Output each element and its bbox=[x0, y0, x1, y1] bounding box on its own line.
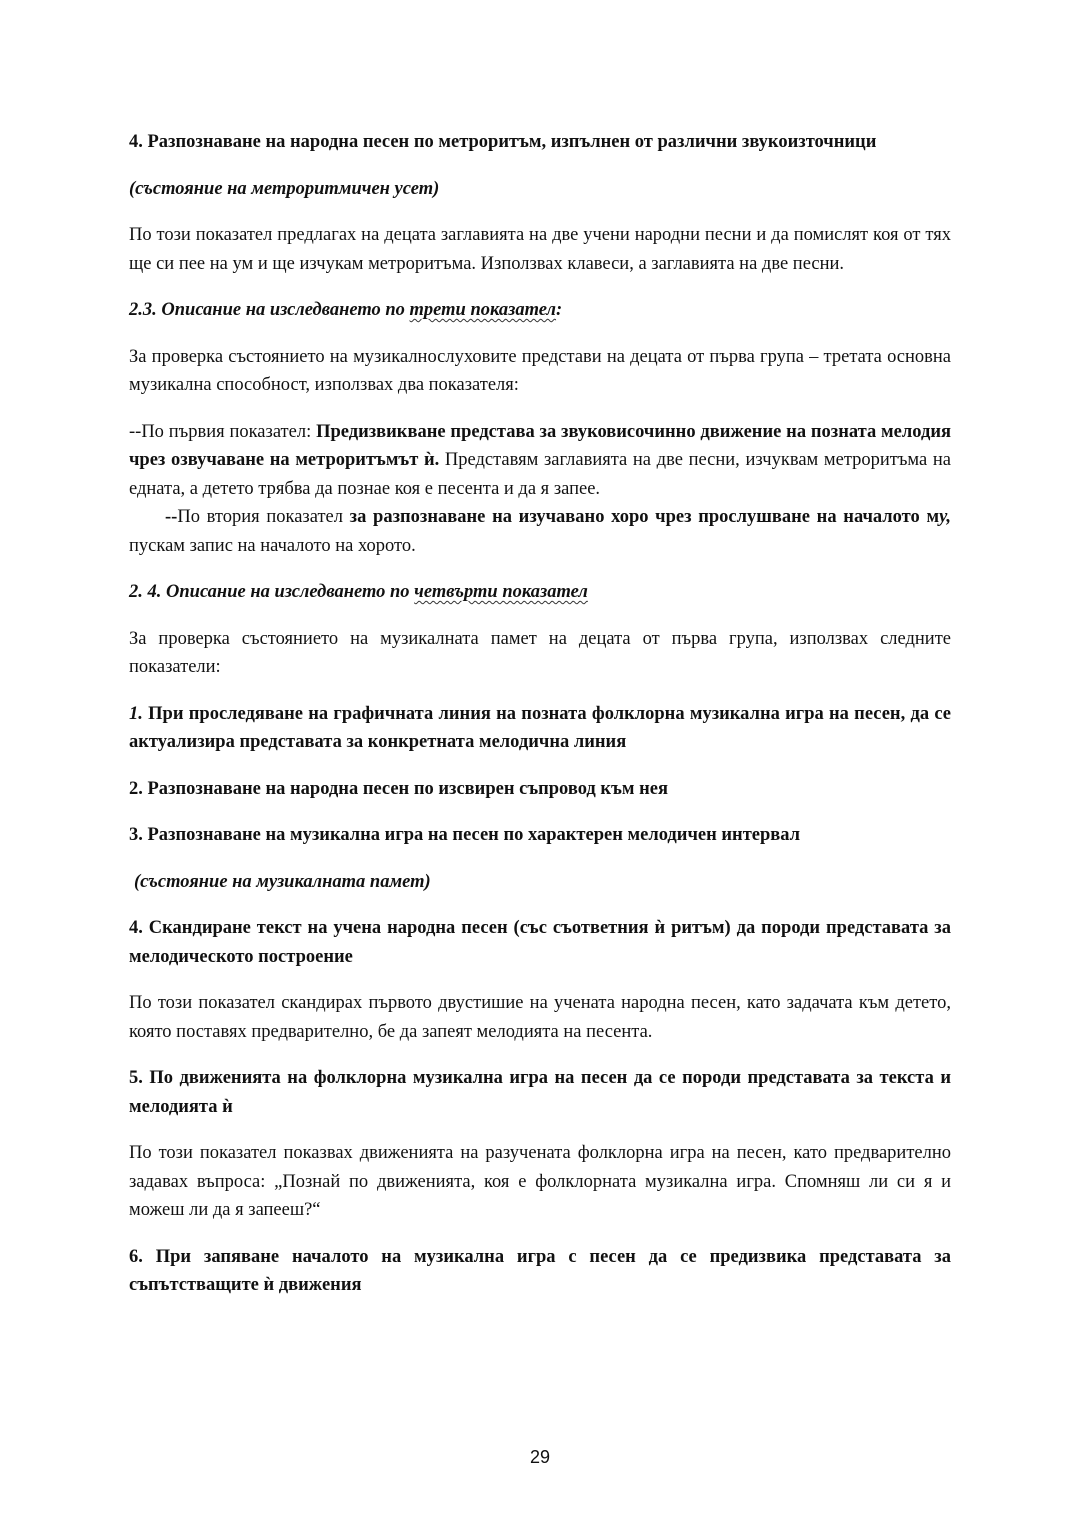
item-1: 1. При проследяване на графичната линия на позната фолклорна музикална игра на песен, да се актуализира представата за конкретната мелодична линия bbox=[129, 703, 951, 752]
item-6: 6. При запяване началото на музикална игра с песен да се предизвика представата за съпътстващите ѝ движения bbox=[129, 1246, 951, 1295]
heading-indicator-4: 4. Разпознаване на народна песен по метроритъм, изпълнен от различни звукоизточници bbox=[129, 132, 877, 152]
item-3: 3. Разпознаване на музикална игра на песен по характерен мелодичен интервал bbox=[129, 825, 801, 845]
second-indicator-paragraph: --По втория показател за разпознаване на изучавано хоро чрез прослушване на началото му, пускам запис на началото на хорото. bbox=[129, 507, 951, 556]
fourth-indicator-underlined: четвърти показател bbox=[414, 582, 588, 602]
section-2-3-heading: 2.3. Описание на изследването по трети показател: bbox=[129, 300, 563, 320]
item-5: 5. По движенията на фолклорна музикална игра на песен да се породи представата за текста и мелодията ѝ bbox=[129, 1068, 951, 1117]
paragraph-memory-check: За проверка състоянието на музикалната памет на децата от първа група, използвах следните показатели: bbox=[129, 628, 951, 677]
item-4: 4. Скандиране текст на учена народна песен (със съответния ѝ ритъм) да породи представата за мелодическото построение bbox=[129, 918, 951, 967]
item-2: 2. Разпознаване на народна песен по изсвирен съпровод към нея bbox=[129, 778, 668, 799]
first-indicator-paragraph: --По първия показател: Предизвикване представа за звуковисочинно движение на позната мелодия чрез озвучаване на метроритъмът ѝ. Представям заглавията на две песни, изчуквам метроритъма на едната, а детето трябва да познае коя е песента и да я запее. bbox=[129, 421, 951, 499]
page-content bbox=[129, 128, 951, 1300]
paragraph-auditory-check: За проверка състоянието на музикалнослуховите представи на децата от първа група – третата основна музикална способност, използвах два показателя: bbox=[129, 346, 951, 395]
third-indicator-underlined: трети показател bbox=[409, 300, 557, 320]
state-memory: (състояние на музикалната памет) bbox=[134, 871, 431, 892]
paragraph-movements: По този показател показвах движенията на разучената фолклорна игра на песен, като предварително задавах въпроса: „Познай по движенията, коя е фолклорната музикална игра. Спомняш ли си я и можеш ли да я запееш?“ bbox=[129, 1143, 951, 1220]
page-number: 29 bbox=[529, 1447, 551, 1467]
section-2-4-heading: 2. 4. Описание на изследването по четвърти показател bbox=[129, 582, 588, 602]
paragraph-chanting: По този показател скандирах първото двустишие на учената народна песен, като задачата към детето, която поставях предварително, бе да запеят мелодията на песента. bbox=[129, 993, 951, 1042]
state-metrorhythm: (състояние на метроритмичен усет) bbox=[129, 178, 440, 199]
paragraph-claves: По този показател предлагах на децата заглавията на две учени народни песни и да помислят коя от тях ще си пее на ум и ще изчукам метроритъма. Използвах клавеси, а заглавията на две песни. bbox=[129, 225, 951, 274]
